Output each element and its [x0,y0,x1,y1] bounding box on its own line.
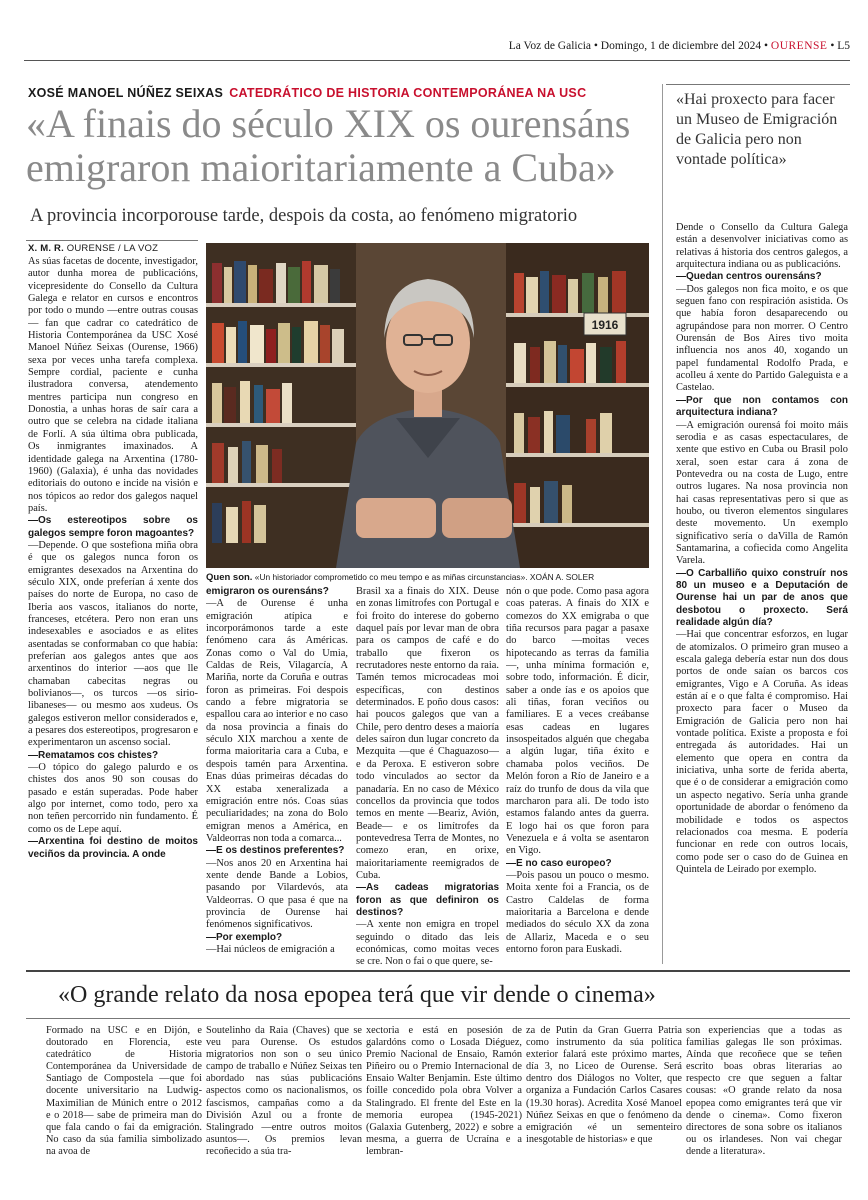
interview-question: —Quedan centros ourensáns? [676,271,822,283]
interview-question: —O Carballiño quixo construír nos 80 un museo e a Deputación de Ourense hai un par de anos que desbotou o proxecto. Será realidade algún día? [676,567,848,628]
pullquote-rule [666,84,850,85]
interview-question: —Arxentina foi destino de moitos veciños da provincia. A onde [28,836,198,860]
interview-question: —Os estereotipos sobre os galegos sempre foron magoantes? [28,515,198,539]
body-paragraph: nón o que pode. Como pasa agora coas pateras. A finais do XIX e comezos do XX emigraba o que tiña recursos para pagar a pasaxe do barco —moitas veces hipotecando as terras da familia—, unha mínima formación e, sobre todo, información. É dicir, saber a onde ías e os apoios que ali tiñas, foran veciños ou familiares. E a veces creábanse esas cadeas en lugares insospeitados alguén que chegaba a algún lugar, tiña éxito e chamaba polos veciños. De Melón foron a Río de Janeiro e a raíz do trunfo de dous da vila que marcharon para ali. De todo isto estamos falando antes da guerra. E logo hai os que foron para Venezuela e á volta se asentaron en Vigo. [506,586,649,857]
subheadline: A provincia incorporouse tarde, despois da costa, ao fenómeno migratorio [30,206,578,226]
article-kicker [28,86,586,100]
bottom-quote: «O grande relato da nosa epopea terá que vir dende o cinema» [58,982,656,1008]
body-paragraph: —Dos galegos non fica moito, e os que seguen fano con respiración asistida. Os que había foron desaparecendo ou agrupándose para non morrer. O Centro Ourensán de Bos Aires tivo moita influencia nos anos 40, xogando un papel fundamental Rodolfo Prada, e acolleu á xente do Partido Galeguista e a Castelao. [676,283,848,394]
caption-label: Quen son. [206,572,253,583]
byline-author: X. M. R. [28,243,64,254]
article-photo [206,243,649,568]
body-column-1 [28,256,198,966]
body-paragraph: —O tópico do galego palurdo e os chistes dos anos 90 son cousas do pasado e están superadas. Pode haber algo por internet, como todo, pero xa non teñen percorrido nin fundamento. É como os de Lepe aquí. [28,762,198,835]
bottom-column-3: xectoria e está en posesión de galardóns como o Losada Diéguez, Premio Nacional de Ensaio, Ramón Piñeiro ou o Premio Internacional de Ensaio Walter Benjamin. Este último foille concedido pola obra Volver a Stalingrado. El frente del Este en la memoria europea (1945-2021) (Galaxia Gutenberg, 2022) e sobre a mesma, a guerra de Ucraína e a lembran- [366,1025,522,1157]
body-paragraph: —Hai que concentrar esforzos, en lugar de atomizalos. O primeiro gran museo a escala galega debería estar nun dos dous portos de onde saían os barcos cos emigrantes, Vigo e A Coruña. As ideas están aí e o que falta é compromiso. Hai proxecto para facer o Museo da Emigración de Galicia pero non hai vontade política. Existe a proposta e foi entregada ás autoridades. Hai un elemento que opera en contra da iniciativa, unha sorte de ferida aberta, que é o de considerar a emigración como un aspecto negativo. Sería unha grande oportunidade de abordar o fenómeno da mobilidade e todos os aspectos relacionados coa mesma. E podería funcionar en rede con outros locais, como pode ser o caso do de Guinea en Quintela de Leirado por exemplo. [676,629,848,875]
byline-location: OURENSE / LA VOZ [66,243,159,254]
photo-caption [206,572,649,583]
bottom-column-5: son experiencias que a todas as familias galegas lle son próximas. Aínda que recoñece que se teñen escrito boas obras literarias ao respecto cre que seguen a faltar cousas: «O grande relato da nosa epopea como emigrantes terá que vir dende o cinema». Como fixeron directores de sona sobre os italianos ou os irlandeses. Non vai chegar dende a literatura». [686,1025,842,1157]
body-paragraph: —A xente non emigra en tropel seguindo o ditado das leis económicas, como moitas veces se cre. Non o fai o que quere, se- [356,919,499,966]
author-role: CATEDRÁTICO DE HISTORIA CONTEMPORÁNEA NA USC [229,86,587,100]
photo-sign: 1916 [591,318,619,332]
section-name: OURENSE [770,40,828,52]
body-paragraph: —Hai núcleos de emigración a [206,943,335,955]
interview-question: —E no caso europeo? [506,857,612,869]
issue-date: Domingo, 1 de diciembre del 2024 [600,40,762,52]
pull-quote: «Hai proxecto para facer un Museo de Emigración de Galicia pero non vontade política» [676,91,838,168]
newspaper-name: La Voz de Galicia [508,40,592,52]
body-paragraph: Brasil xa a finais do XIX. Deuse en zonas limítrofes con Portugal e foi froito do interese do goberno daquel país por levar man de obra para os campos de café e do traballo que fixeron os recrutadores neste entorno da raia. Tamén temos microcadeas moi específicas, con destinos determinados. E poño dous casos: hai poucos galegos que van a Chile, pero dentro deses a maioría deles saíron dun lugar concreto da Mezquita —que é Chaguazoso— e da Peroxa. E estiveron sobre todo vinculados ao sector da panadaría. En no caso de México concellos da provincia que todos temos en mente —Beariz, Avión, Beade— e os limítrofes da pontevedresa Terra de Montes, no comezo eran, en orixe, maioritariamente reemigrados de Cuba. [356,586,499,881]
interview-question: —Por que non contamos con arquitectura indiana? [676,394,848,419]
byline [28,243,158,254]
body-column-2 [206,586,348,966]
bottom-column-2: Soutelinho da Raia (Chaves) que se veu para Ourense. Os estudos migratorios non son o seu único campo de traballo e Núñez Seixas ten abordado nas súas publicacións aspectos como os nacionalismos, os fascismos, campañas como a da División Azul ou a fronte de Stalingrado —entre outros moitos asuntos—. Os premios levan recoñecido a súa tra- [206,1025,362,1157]
column-divider [662,84,663,964]
interview-question: emigraron os ourensáns? [206,586,329,597]
body-paragraph: Dende o Consello da Cultura Galega están a desenvolver iniciativas como as relativas á historia dos centros galegos, a arquitectura indiana ou as publicacións. [676,222,848,271]
body-column-4 [506,586,649,966]
headline-line-2: emigraron maioritariamente a Cuba» [26,145,616,190]
photo-illustration [206,243,649,568]
interview-question: —Rematamos cos chistes? [28,749,159,761]
bottom-column-4: za de Putin da Gran Guerra Patria como instrumento da súa política exterior falará este próximo martes, día 3, no Liceo de Ourense. Será dentro dos Diálogos no Volter, que organiza a Fundación Carlos Casares (19.30 horas). Acredita Xosé Manoel Núñez Seixas en que o fenómeno da emigración «é un sementeiro inesgotable de historias» e que [526,1025,682,1145]
caption-text: «Un historiador comprometido co meu tempo e as miñas circunstancias». [254,572,528,582]
body-paragraph: —Nos anos 20 en Arxentina hai xente dende Bande a Lobios, pasando por Vilardevós, ata Valdeorras. O que pasa é que na provincia de Ourense hai fenómenos significativos. [206,857,348,931]
body-paragraph: —Depende. O que sostefiona miña obra é que os galegos nunca foron os emigrantes desexados na Arxentina do século XIX, onde preferían á xente dos países do norte de Europa, no caso de Iberia aos vascos, italianos do norte, franceses, etcétera. Pero non eran uns indesexables e asociados e as elites asentadas se conformaban co que había: preferían aos galegos antes que aos arxentinos do interior —aos que lle chamaban cabecitas negras ou bolivianos—, os turcos —os sirio-libaneses— ou mesmo aos xudeus. Os galegos estiveron mellor considerados e, a pesares dos estereotipos, progresaron e experimentaron un ascenso social. [28,539,198,749]
running-header: La Voz de Galicia • Domingo, 1 de diciembre del 2024 • OURENSE • L5 [508,40,850,52]
interview-question: —Por exemplo? [206,931,283,943]
bottom-column-1: Formado na USC e en Dijón, e doutorado en Florencia, este catedrático de Historia Contemporánea da Universidade de Santiago de Compostela —que foi docente universitario na Ludwig-Maximilian de Múnich entre o 2012 e o 2018— sabe de primeira man do que fala cando o fai da emigración. No caso da súa familia simbolizado na avoa de [46,1025,202,1157]
byline-rule [26,240,198,241]
body-paragraph: —A de Ourense é unha emigración atípica e incorporámonos tarde a este fenómeno cara ás Américas. Zonas como o Val do Umia, Caldas de Reis, Vilagarcía, A Mariña, norte da Coruña e outras foron as primeiras. Foi despois cando a febre migratoria se espallou cara ao interior e no caso da nosa provincia a finais do século XIX marchou a xente de forma maioritaria cara a Cuba, e despois tamén para Arxentina. Enas dúas primeiras décadas do XX estaba xeneralizada a emigración entre nós. Coas súas peculiaridades; na zona do Bolo emigran menos a América, en Valdeorras non toda a comarca... [206,598,348,844]
body-paragraph: As súas facetas de docente, investigador, autor dunha morea de publicacións, vicepresidente do Consello da Cultura Galega e relator en cursos e encontros por todo o mundo —entre outras cousas— fan que cadrar co catedrático de Historia Contemporánea da USC Xosé Manoel Núñez Seixas (Ourense, 1966) sexa por veces unha tarefa complexa. Sempre cordial, paciente e cunha ilustradora conversa, atendemento mentres participa nun congreso en Donostia, a unhas horas de saír cara a outro que se celebra na cidade italiana de Forlí. A súa última obra publicada, Os inmigrantes imaxinados. A identidade galega na Arxentina (1780-1960) (Galaxia), é unha das novidades editoriais do outono e incide na visión e nos tópicos ao redor dos galegos naquel país. [28,256,198,514]
body-column-5 [676,222,848,966]
header-rule [24,60,850,61]
interview-question: —As cadeas migratorias foron as que definiron os destinos? [356,882,499,918]
headline [26,102,656,190]
body-column-3 [356,586,499,966]
interview-question: —E os destinos preferentes? [206,845,345,857]
photo-credit: XOÁN A. SOLER [529,572,595,582]
body-paragraph: —A emigración ourensá foi moito máis serodia e as casas espectaculares, de xente que estivo en Cuba ou Brasil polo xeral, soen estar cara á zona de Pontevedra ou na costa de Lugo, entre outros lugares. Na nosa provincia non hai casas representativas pero si que as houbo, ou tiveron elementos singulares deste movemento. Un exemplo significativo sería o daVilla de Ramón Santamarina, a cofiecida como Angelita Varela. [676,419,848,567]
body-paragraph: —Pois pasou un pouco o mesmo. Moita xente foi a Francia, os de Castro Caldelas de forma maioritaria a Barcelona e dende mediados do século XX da zona de Allariz, Maceda e o seu entorno foron para Euskadi. [506,869,649,955]
headline-line-1: «A finais do século XIX os ourensáns [26,101,631,146]
bottom-quote-rule [26,1018,850,1019]
bottom-block-rule [26,970,850,972]
author-name: XOSÉ MANOEL NÚÑEZ SEIXAS [28,86,224,100]
page-number: L5 [837,40,850,52]
